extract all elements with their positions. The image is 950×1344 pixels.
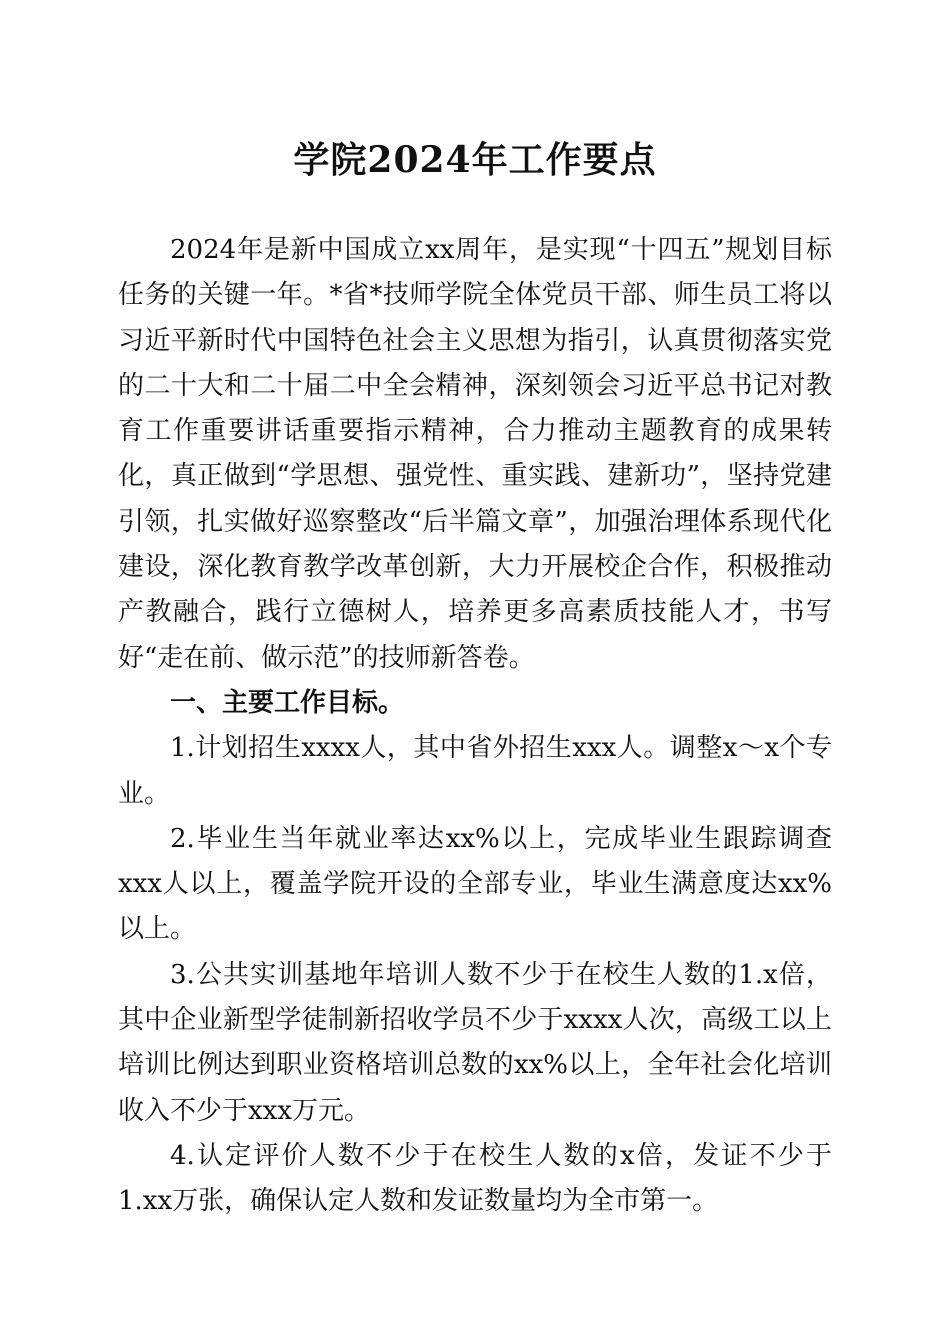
document-body bbox=[118, 228, 832, 1225]
goal-item-1: 1.计划招生xxxx人，其中省外招生xxx人。调整x～x个专业。 bbox=[118, 733, 832, 809]
goal-item-2: 2.毕业生当年就业率达xx%以上，完成毕业生跟踪调查xxx人以上，覆盖学院开设的全部专业，毕业生满意度达xx%以上。 bbox=[118, 823, 832, 945]
goal-item-4: 4.认定评价人数不少于在校生人数的x倍，发证不少于1.xx万张，确保认定人数和发证数量均为全市第一。 bbox=[118, 1140, 832, 1217]
intro-paragraph: 2024年是新中国成立xx周年，是实现“十四五”规划目标任务的关键一年。*省*技师学院全体党员干部、师生员工将以习近平新时代中国特色社会主义思想为指引，认真贯彻落实党的二十大和二十届二中全会精神，深刻领会习近平总书记对教育工作重要讲话重要指示精神，合力推动主题教育的成果转化，真正做到“学思想、强党性、重实践、建新功”，坚持党建引领，扎实做好巡察整改“后半篇文章”，加强治理体系现代化建设，深化教育教学改革创新，大力开展校企合作，积极推动产教融合，践行立德树人，培养更多高素质技能人才，书写好“走在前、做示范”的技师新答卷。 bbox=[118, 235, 832, 673]
section-heading: 一、主要工作目标。 bbox=[170, 687, 405, 718]
document-title: 学院2024年工作要点 bbox=[293, 139, 657, 181]
goal-item-3: 3.公共实训基地年培训人数不少于在校生人数的1.x倍，其中企业新型学徒制新招收学员不少于xxxx人次，高级工以上培训比例达到职业资格培训总数的xx%以上，全年社会化培训收入不少于xxx万元。 bbox=[118, 959, 832, 1126]
